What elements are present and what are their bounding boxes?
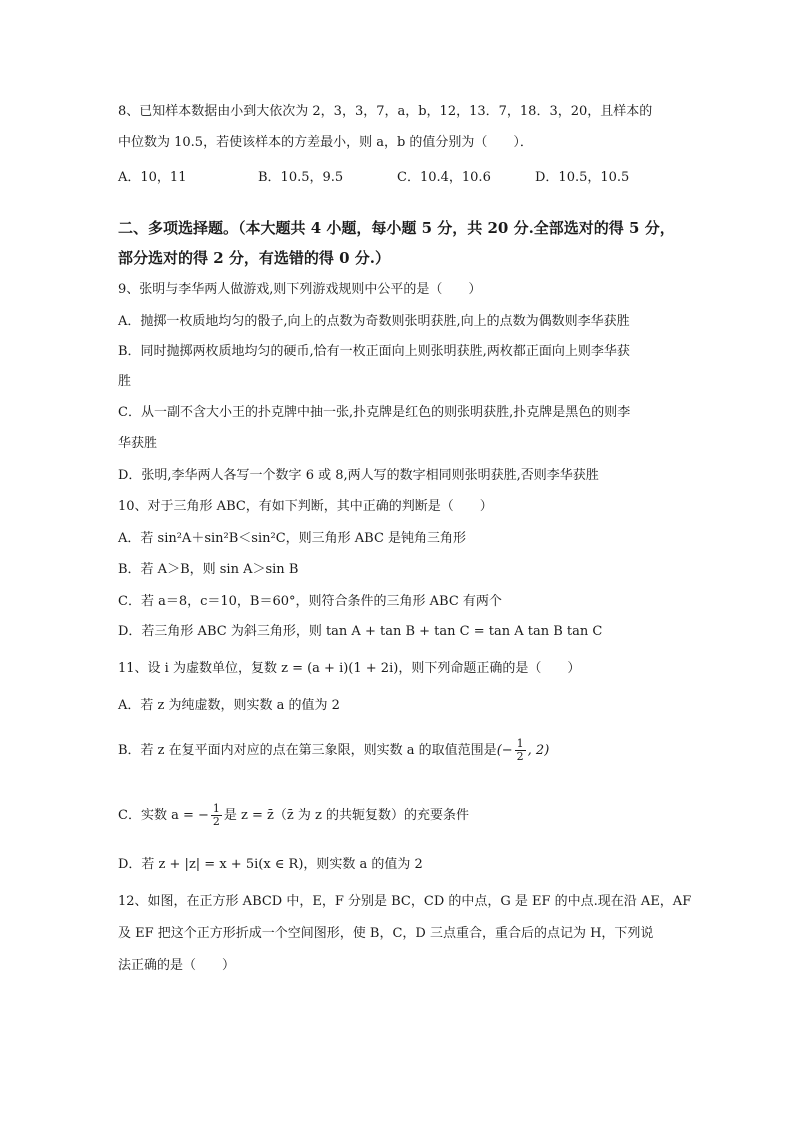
q11-option-a: A．若 z 为纯虚数，则实数 a 的值为 2: [118, 698, 340, 713]
q9-option-a: A．抛掷一枚质地均匀的骰子,向上的点数为奇数则张明获胜,向上的点数为偶数则李华获胜: [118, 314, 630, 329]
q8-stem-line1: 8、已知样本数据由小到大依次为 2，3，3，7，a，b，12，13．7，18．3，20，且样本的: [118, 104, 653, 119]
q11-option-b-fraction: [515, 738, 526, 763]
q8-option-a: A．10，11: [118, 170, 187, 185]
q11-option-d: D．若 z + |z| = x + 5i(x ∈ R)，则实数 a 的值为 2: [118, 857, 423, 872]
q10-option-c: C．若 a＝8，c＝10，B＝60°，则符合条件的三角形 ABC 有两个: [118, 594, 502, 609]
q11-stem: 11、设 i 为虚数单位，复数 z = (a + i)(1 + 2i)，则下列命题正确的是（ ）: [118, 661, 581, 676]
q11-option-c-pre: C．实数 a = −: [118, 808, 209, 823]
q11-option-b: [118, 738, 549, 763]
q8-stem-line2: 中位数为 10.5，若使该样本的方差最小，则 a，b 的值分别为（ ）．: [118, 135, 533, 150]
q9-option-b-line2: 胜: [118, 374, 132, 389]
q11-option-b-text: B．若 z 在复平面内对应的点在第三象限，则实数 a 的取值范围是: [118, 743, 497, 758]
q12-stem-line1: 12、如图，在正方形 ABCD 中，E，F 分别是 BC，CD 的中点，G 是 EF 的中点.现在沿 AE，AF: [118, 894, 692, 909]
q11-option-b-close: , 2): [527, 743, 550, 758]
q12-stem-line3: 法正确的是（ ）: [118, 958, 236, 973]
q11-option-b-numerator: 1: [516, 737, 524, 750]
q9-option-d: D．张明,李华两人各写一个数字 6 或 8,两人写的数字相同则张明获胜,否则李华获胜: [118, 468, 599, 483]
section2-heading-line2: 部分选对的得 2 分，有选错的得 0 分.）: [118, 249, 390, 267]
q11-option-b-denominator: 2: [516, 750, 524, 763]
q8-option-c: C．10.4，10.6: [397, 170, 491, 185]
section2-heading-line1: 二、多项选择题。（本大题共 4 小题，每小题 5 分，共 20 分.全部选对的得 5 分，: [118, 219, 675, 237]
q11-option-c-fraction: [211, 803, 222, 828]
q8-option-b: B．10.5，9.5: [258, 170, 344, 185]
q11-option-c-numerator: 1: [212, 802, 220, 815]
q12-stem-line2: 及 EF 把这个正方形折成一个空间图形，使 B，C，D 三点重合，重合后的点记为 H，下列说: [118, 926, 654, 941]
q10-option-d: D．若三角形 ABC 为斜三角形，则 tan A + tan B + tan C = tan A tan B tan C: [118, 624, 603, 639]
q11-option-c-denominator: 2: [212, 815, 220, 828]
q11-option-b-open: (−: [496, 743, 513, 758]
q9-stem: 9、张明与李华两人做游戏,则下列游戏规则中公平的是（ ）: [118, 282, 482, 297]
q9-option-b-line1: B．同时抛掷两枚质地均匀的硬币,恰有一枚正面向上则张明获胜,两枚都正面向上则李华获: [118, 344, 630, 359]
q10-stem: 10、对于三角形 ABC，有如下判断，其中正确的判断是（ ）: [118, 499, 493, 514]
q10-option-b: B．若 A＞B，则 sin A＞sin B: [118, 562, 299, 577]
q9-option-c-line1: C．从一副不含大小王的扑克牌中抽一张,扑克牌是红色的则张明获胜,扑克牌是黑色的则李: [118, 405, 631, 420]
q10-option-a: A．若 sin²A＋sin²B＜sin²C，则三角形 ABC 是钝角三角形: [118, 531, 467, 546]
q8-option-d: D．10.5，10.5: [535, 170, 630, 185]
q11-option-c-post: 是 z = z̄（z̄ 为 z 的共轭复数）的充要条件: [223, 808, 469, 823]
q9-option-c-line2: 华获胜: [118, 436, 158, 451]
q11-option-c: [118, 803, 469, 828]
